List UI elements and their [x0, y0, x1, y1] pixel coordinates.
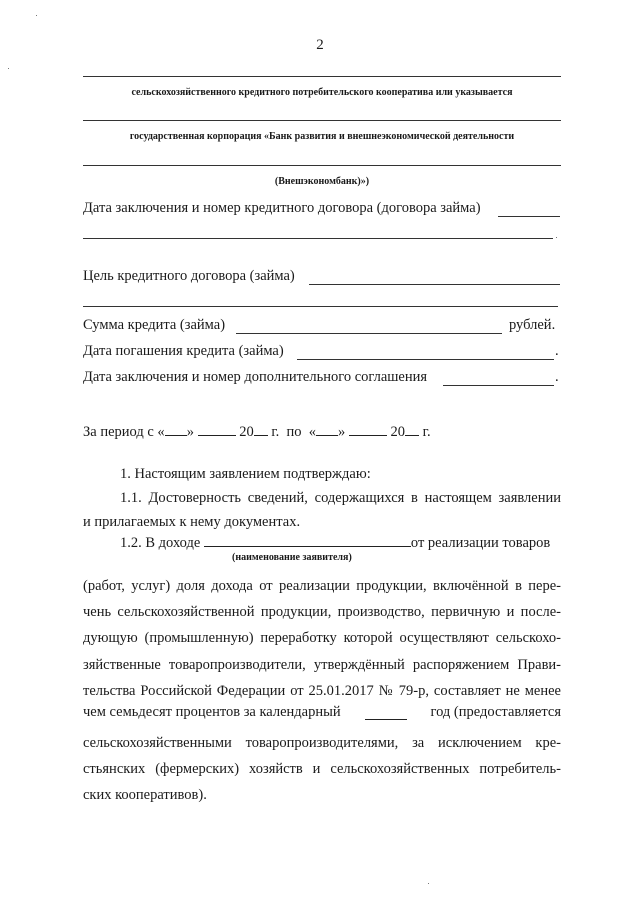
para-line-8: стьянских (фермерских) хозяйств и сельскохозяйственных потребитель-	[83, 761, 561, 777]
supplement-label: Дата заключения и номер дополнительного соглашения	[83, 369, 428, 385]
amount-label: Сумма кредита (займа)	[83, 317, 226, 333]
para-line-9: ских кооперативов).	[83, 787, 207, 803]
para-line-3: дующую (промышленную) переработку которой осуществляют сельскохо-	[83, 630, 561, 646]
period-line: За период с « » 20 г. по « » 20 г.	[83, 424, 431, 440]
applicant-hint: (наименование заявителя)	[232, 552, 352, 563]
header-rule-3	[83, 165, 561, 166]
para-line-4: зяйственные товаропроизводители, утверждённый распоряжением Прави-	[83, 657, 561, 673]
para-line-year: чем семьдесят процентов за календарный год (предоставляется	[83, 704, 561, 720]
item-1-1-line2: и прилагаемых к нему документах.	[83, 514, 301, 530]
contract-date-blank-2[interactable]	[83, 238, 553, 239]
repayment-label: Дата погашения кредита (займа)	[83, 343, 284, 359]
page-number: 2	[316, 37, 324, 53]
amount-unit: рублей.	[509, 317, 556, 333]
header-caption-2: государственная корпорация «Банк развития и внешнеэкономической деятельности	[129, 131, 515, 142]
item-1-2-line: 1.2. В доходе от реализации товаров	[120, 535, 551, 551]
purpose-blank-2[interactable]	[83, 306, 558, 307]
para-line-2: чень сельскохозяйственной продукции, производство, первичную и после-	[83, 604, 561, 620]
purpose-label: Цель кредитного договора (займа)	[83, 268, 295, 284]
para-line-5: тельства Российской Федерации от 25.01.2017 № 79-р, составляет не менее	[83, 683, 561, 699]
para-line-7: сельскохозяйственными товаропроизводителями, за исключением кре-	[83, 735, 561, 751]
para-line-1: (работ, услуг) доля дохода от реализации продукции, включённой в пере-	[83, 578, 561, 594]
contract-date-label: Дата заключения и номер кредитного договора (договора займа)	[83, 200, 481, 216]
header-rule-1	[83, 76, 561, 77]
confirmation-intro: 1. Настоящим заявлением подтверждаю:	[120, 466, 371, 482]
header-rule-2	[83, 120, 561, 121]
calendar-year-blank[interactable]	[365, 707, 407, 720]
header-caption-3: (Внешэкономбанк)»)	[274, 176, 370, 187]
item-1-1-line1: 1.1. Достоверность сведений, содержащихся в настоящем заявлении	[120, 490, 561, 506]
repayment-blank[interactable]	[297, 359, 554, 360]
purpose-blank[interactable]	[309, 284, 560, 285]
supplement-blank[interactable]	[443, 385, 554, 386]
amount-blank[interactable]	[236, 333, 502, 334]
contract-date-blank[interactable]	[498, 216, 560, 217]
header-caption-1: сельскохозяйственного кредитного потребительского кооператива или указывается	[131, 87, 513, 98]
